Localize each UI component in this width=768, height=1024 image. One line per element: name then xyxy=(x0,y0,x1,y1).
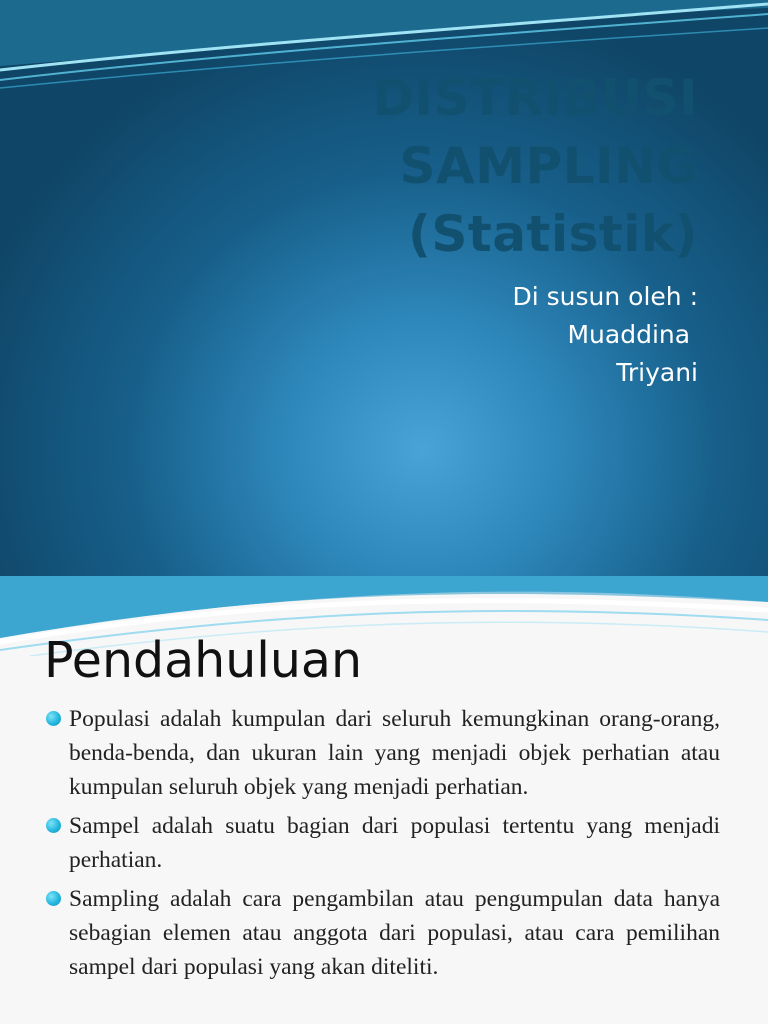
content-slide xyxy=(0,576,768,1024)
subtitle-line: Muaddina xyxy=(567,320,698,349)
slide-title xyxy=(372,64,698,268)
bullet-dot-icon xyxy=(46,818,61,833)
bullet-text: Sampling adalah cara pengambilan atau pengumpulan data hanya sebagian elemen atau anggota dari populasi, atau cara pemilihan sampel dari populasi yang akan diteliti. xyxy=(69,886,720,980)
title-line: (Statistik) xyxy=(408,205,698,263)
bullet-dot-icon xyxy=(46,891,61,906)
slide-subtitle xyxy=(512,278,698,392)
subtitle-line: Triyani xyxy=(616,358,698,387)
bullet-item xyxy=(46,809,720,877)
bullet-item xyxy=(46,882,720,984)
title-line: SAMPLING xyxy=(399,137,698,195)
title-line: DISTRIBUSI xyxy=(372,69,698,127)
bullet-dot-icon xyxy=(46,711,61,726)
bullet-item xyxy=(46,702,720,804)
bullet-text: Sampel adalah suatu bagian dari populasi tertentu yang menjadi perhatian. xyxy=(69,813,720,873)
slide-title: Pendahuluan xyxy=(44,632,362,689)
bullet-list xyxy=(46,702,720,989)
bullet-text: Populasi adalah kumpulan dari seluruh kemungkinan orang-orang, benda-benda, dan ukuran lain yang menjadi objek perhatian atau kumpulan seluruh objek yang menjadi perhatian. xyxy=(69,706,720,800)
subtitle-line: Di susun oleh : xyxy=(512,282,698,311)
